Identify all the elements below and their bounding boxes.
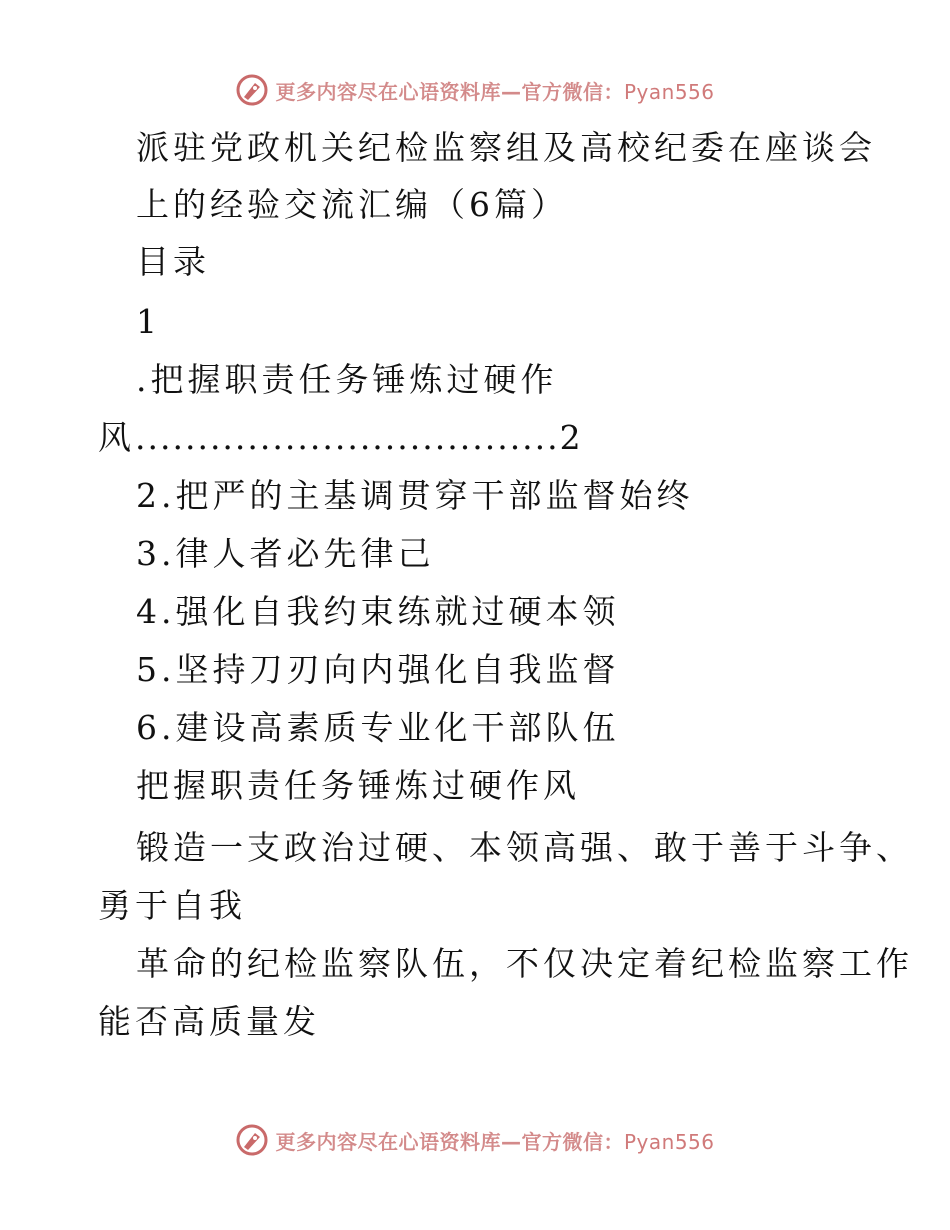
toc-item-3: 3.律人者必先律己	[136, 534, 435, 573]
watermark-text: 更多内容尽在心语资料库—官方微信：Pyan556	[275, 79, 715, 104]
toc-item-5: 5.坚持刀刃向内强化自我监督	[136, 650, 620, 689]
document-title-line-1: 派驻党政机关纪检监察组及高校纪委在座谈会	[136, 128, 876, 167]
pen-nib-logo-icon	[235, 73, 269, 107]
paragraph-2-line-2: 能否高质量发	[98, 1002, 320, 1041]
section-heading: 把握职责任务锤炼过硬作风	[136, 766, 580, 805]
toc-dot-leader: ..................................	[135, 418, 560, 457]
toc-item-1-continuation	[98, 418, 585, 458]
watermark-text: 更多内容尽在心语资料库—官方微信：Pyan556	[275, 1129, 715, 1154]
toc-heading: 目录	[136, 242, 210, 281]
toc-item-1-tail: 风	[98, 418, 135, 457]
toc-item-2: 2.把严的主基调贯穿干部监督始终	[136, 476, 694, 515]
paragraph-2-line-1: 革命的纪检监察队伍，不仅决定着纪检监察工作	[136, 944, 913, 983]
footer-watermark	[0, 1120, 950, 1160]
toc-item-4: 4.强化自我约束练就过硬本领	[136, 592, 620, 631]
toc-item-1-page: 2	[559, 418, 585, 457]
document-title-line-2: 上的经验交流汇编（6篇）	[136, 185, 568, 224]
paragraph-1-line-2: 勇于自我	[98, 886, 246, 925]
toc-item-1-text: .把握职责任务锤炼过硬作	[136, 360, 558, 399]
header-watermark	[0, 70, 950, 110]
toc-item-6: 6.建设高素质专业化干部队伍	[136, 708, 620, 747]
paragraph-1-line-1: 锻造一支政治过硬、本领高强、敢于善于斗争、	[136, 828, 913, 867]
pen-nib-logo-icon	[235, 1123, 269, 1157]
toc-item-1-number: 1	[136, 302, 161, 341]
